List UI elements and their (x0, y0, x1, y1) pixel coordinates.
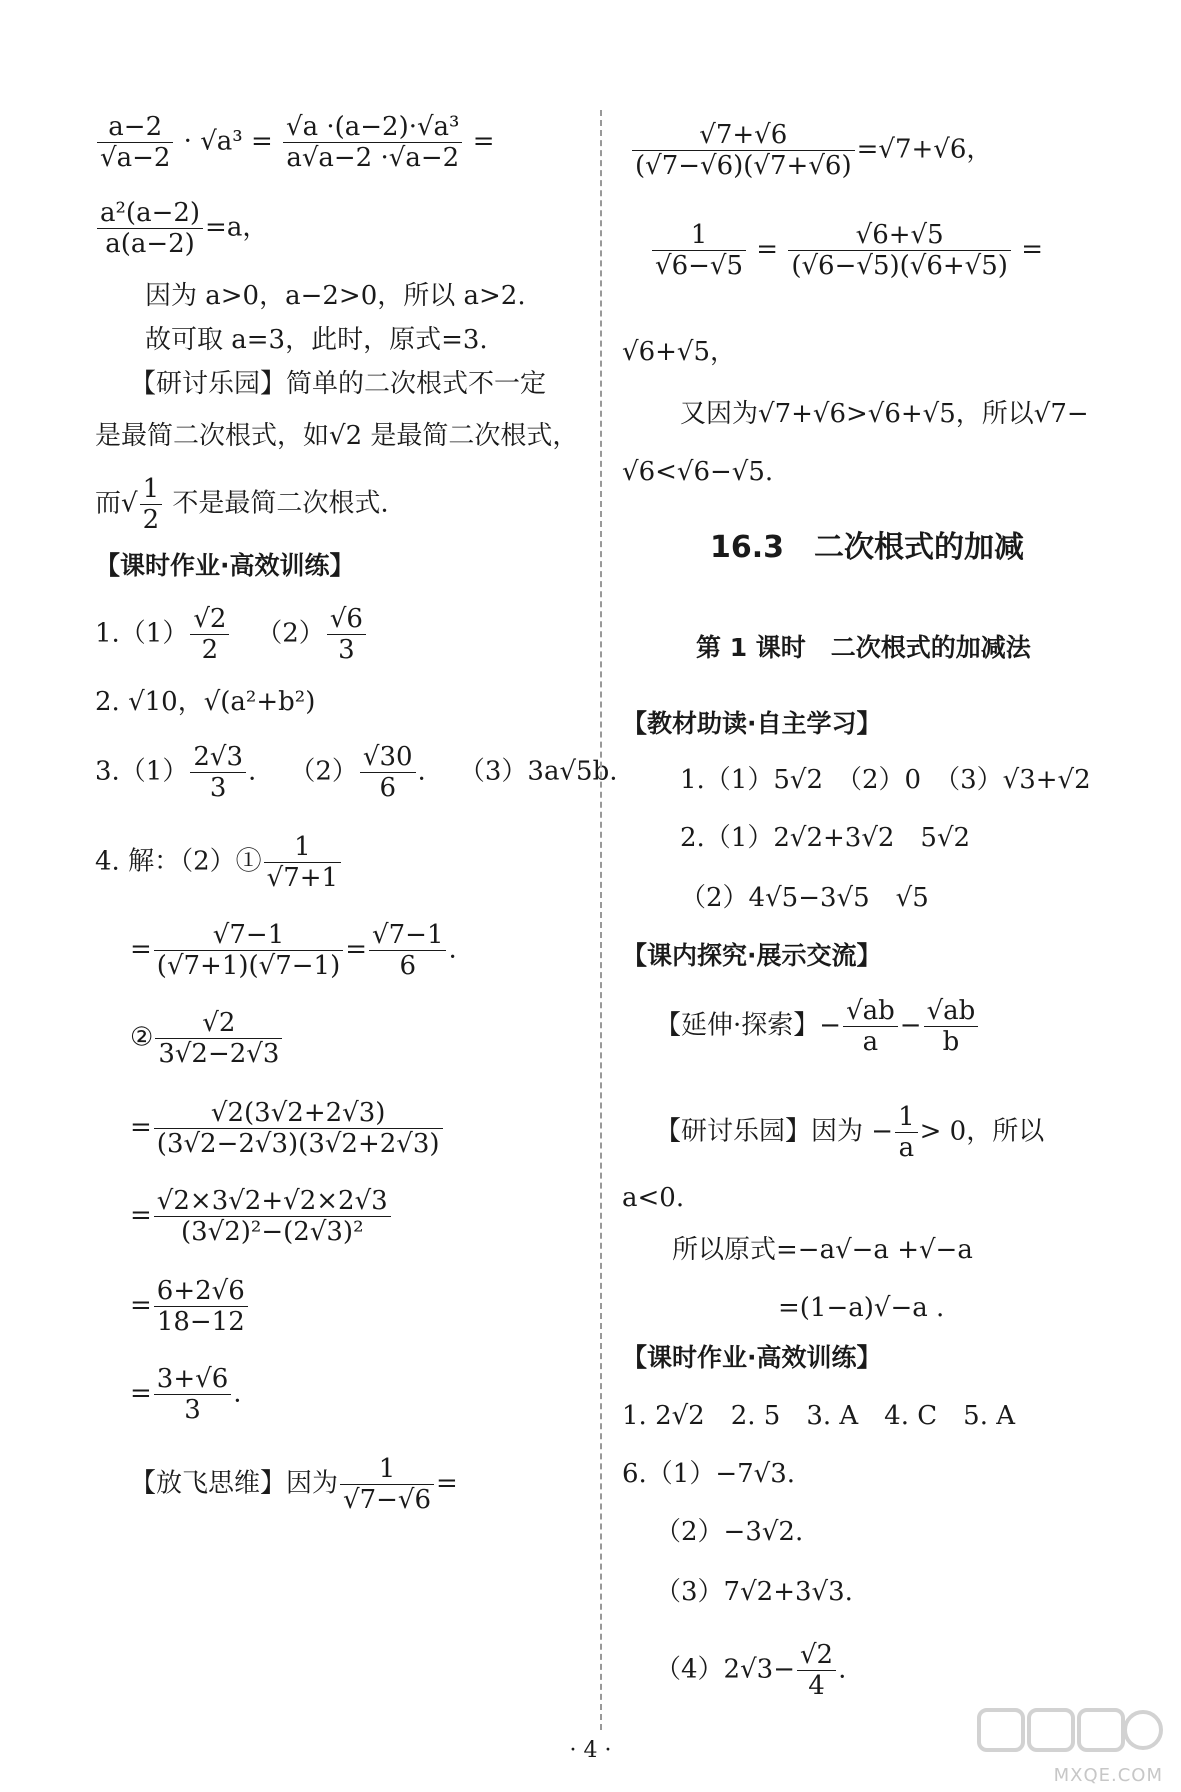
answer-4-step-1: = $\frac{√7-1}{(√7+1)(√7-1)}$ = $\frac{√7-1}{6}$ . (130, 920, 457, 981)
section-title: 16.3 二次根式的加减 (710, 530, 1025, 565)
right-line-a5: 所以原式=−a√−a +√−a (672, 1235, 973, 1265)
answer-4-step-3: = $\frac{√2\times 3√2+√2\times 2√3}{\text{(3√2)²−(2√3)²}}$ (130, 1186, 393, 1247)
answer-2: 2. √10，√(a²+b²) (95, 687, 316, 717)
answer-6-1: 6.（1）−7√3. (622, 1459, 796, 1489)
section-heading: 【教材助读·自主学习】 (622, 709, 882, 738)
answer-4-step-5: = $\frac{3+√6}{3}$ . (130, 1364, 242, 1425)
section-heading: 【课内探究·展示交流】 (622, 941, 882, 970)
left-line-7: 而√ $\frac{1}{2}$ 不是最简二次根式. (95, 474, 389, 535)
watermark-site: MXQE.COM (1053, 1765, 1163, 1786)
answer-1: 1.（1）5√2 （2）0 （3）√3+√2 (680, 765, 1091, 795)
right-line-5: √6<√6−√5. (622, 457, 774, 487)
right-line-2: $\frac{1}{√6-√5}$ = $\frac{√6+√5}{(√6-√5)(√6+√5)}$ = (650, 220, 1043, 281)
fangfei-siwei: 【放飞思维】因为 $\frac{1}{√7-√6}$ = (130, 1454, 458, 1515)
left-line-5: 【研讨乐园】简单的二次根式不一定 (130, 369, 547, 399)
answer-6-4: （4）2√3− $\frac{√2}{4}$ . (655, 1640, 847, 1701)
right-line-a6: =(1−a)√−a . (778, 1293, 945, 1323)
answer-3: 3.（1） $\frac{2√3}{3}$ . （2） $\frac{√30}{6}$ . （3）3a√5b. (95, 742, 618, 803)
answer-2-part-2: （2）4√5−3√5 √5 (680, 883, 929, 913)
answer-2: 2.（1）2√2+3√2 5√2 (680, 823, 971, 853)
section-heading: 【课时作业·高效训练】 (95, 551, 355, 580)
page-number: · 4 · (569, 1738, 612, 1763)
answer-list: 1. 2√2 2. 5 3. A 4. C 5. A (622, 1401, 1015, 1431)
right-line-4: 又因为√7+√6>√6+√5，所以√7− (680, 399, 1089, 429)
right-line-3: √6+√5， (622, 337, 737, 367)
right-line-a4: a<0. (622, 1183, 685, 1213)
answer-1: 1.（1） $\frac{√2}{2}$ （2） $\frac{√6}{3}$ (95, 604, 368, 665)
left-line-4: 故可取 a=3，此时，原式=3. (145, 325, 488, 355)
answer-6-3: （3）7√2+3√3. (655, 1577, 853, 1607)
section-heading: 【课时作业·高效训练】 (622, 1343, 882, 1372)
left-line-6: 是最简二次根式，如√2 是最简二次根式， (95, 421, 579, 451)
answer-4-step-2: = $\frac{√2(3√2+2√3)}{(3√2-2√3)(3√2+2√3)}$ (130, 1098, 445, 1159)
left-line-1: $\frac{a-2}{√a-2}$ · √a³ = $\frac{\text{√a ·(a−2)·√a³}}{a√a-2 \cdot√a-2}$ = (95, 112, 495, 173)
lesson-title: 第 1 课时 二次根式的加减法 (696, 633, 1031, 662)
left-line-2: $\frac{\text{a²(a−2)}}{a(a-2)}$ =a， (95, 198, 268, 259)
left-line-3: 因为 a>0，a−2>0，所以 a>2. (145, 281, 526, 311)
answer-6-2: （2）−3√2. (655, 1517, 804, 1547)
answer-4-step-4: = $\frac{6+2√6}{18-12}$ (130, 1276, 250, 1337)
column-divider (600, 110, 602, 1730)
yanshen-tansuo: 【延伸·探索】− $\frac{√ab}{a}$ − $\frac{√ab}{b}$ (655, 996, 980, 1057)
answer-4: 4. 解：（2）① $\frac{1}{√7+1}$ (95, 832, 343, 893)
answer-4-part-2: ② $\frac{√2}{3√2-2√3}$ (130, 1008, 284, 1069)
right-line-1: $\frac{√7+√6}{(√7-√6)(√7+√6)}$ =√7+√6， (630, 120, 992, 181)
yantao-leyuan: 【研讨乐园】因为 − $\frac{1}{a}$ > 0，所以 (655, 1102, 1045, 1163)
